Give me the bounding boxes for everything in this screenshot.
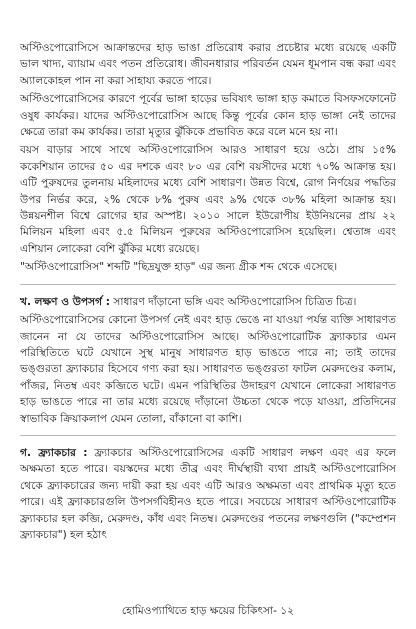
section-divider: [20, 435, 396, 436]
section-symptoms-intro: [20, 294, 396, 310]
section-fracture: [20, 445, 396, 543]
section-fracture-heading: গ. ফ্র্যাকচার :: [20, 446, 88, 459]
section-symptoms-lead: সাধারণ দাঁড়ানো ভঙ্গি এবং অস্টিওপোরোসিস চিত্রিত চিত্র।: [110, 295, 357, 308]
section-symptoms-body: অস্টিওপোরোসিসের কোনো উপসর্গ নেই এবং হাড় ভেঙে না যাওয়া পর্যন্ত ব্যক্তি সাধারণত জানেন না যে তাদের অস্টিওপোরোসিস আছে। অস্টিওপোরোটিক ফ্র্যাকচার এমন পরিস্থিতিতে ঘটে যেখানে সুস্থ মানুষ সাধারণত হাড় ভাঙতে পারে না; তাই তাদের ভঙ্গুরতা ফ্র্যাকচার হিসেবে গণ্য করা হয়। সাধারণত ভঙ্গুরতা ফাটল মেরুদণ্ডের কলাম, পাঁজর, নিতম্ব এবং কব্জিতে ঘটে। এমন পরিস্থিতির উদাহরণ যেখানে লোকেরা সাধারণত হাড় ভাঙতে পারে না তার মধ্যে রয়েছে দাঁড়ানো উচ্চতা থেকে পড়ে যাওয়া, প্রতিদিনের স্বাভাবিক ক্রিয়াকলাপ যেমন তোলা, বাঁকানো বা কাশি।: [20, 314, 396, 425]
paragraph-etymology: "অস্টিওপোরোসিস" শব্দটি "ছিদ্রযুক্ত হাড়" এর জন্য গ্রীক শব্দ থেকে এসেছে।: [20, 261, 338, 274]
section-symptoms-heading: খ. লক্ষণ ও উপসর্গ :: [20, 295, 111, 308]
paragraph-epidemiology: বয়স বাড়ার সাথে সাথে অস্টিওপোরোসিস আরও সাধারণ হয়ে ওঠে। প্রায় ১৫% ককেশিয়ান তাদের ৫০ এর দশকে এবং ৮০ এর বেশি বয়সীদের মধ্যে ৭০% আক্রান্ত হয়। এটি পুরুষদের তুলনায় মহিলাদের মধ্যে বেশি সাধারণ। উন্নত বিশ্বে, রোগ নির্ণয়ের পদ্ধতির উপর নির্ভর করে, ২% থেকে ৮% পুরুষ এবং ৯% থেকে ৩৮% মহিলা আক্রান্ত হয়। উন্নয়নশীল বিশ্বে রোগের হার অস্পষ্ট। ২০১০ সালে ইউরোপীয় ইউনিয়নের প্রায় ২২ মিলিয়ন মহিলা এবং ৫.৫ মিলিয়ন পুরুষের অস্টিওপোরোসিস হয়েছিল। শ্বেতাঙ্গ এবং এশিয়ান লোকেরা বেশি ঝুঁকির মধ্যে রয়েছে।: [20, 144, 396, 255]
paragraph-bisphosphonate: অস্টিওপোরোসিসের কারণে পূর্বের ভাঙ্গা হাড়ের ভবিষ্যৎ ভাঙ্গা হাড় কমাতে বিসফসফোনেট ওষুধ কার্যকর। যাদের অস্টিওপোরোসিস আছে কিন্তু পূর্বের কোন হাড় ভাঙ্গা নেই তাদের ক্ষেত্রে তারা কম কার্যকর। তারা মৃত্যুর ঝুঁকিকে প্রভাবিত করে বলে মনে হয় না।: [20, 93, 396, 139]
section-divider: [20, 284, 396, 285]
paragraph-fracture-prevention: অস্টিওপোরোসিসে আক্রান্তদের হাড় ভাঙা প্রতিরোধ করার প্রচেষ্টার মধ্যে রয়েছে একটি ভাল খাদ্য, ব্যায়াম এবং পতন প্রতিরোধ। জীবনধারার পরিবর্তন যেমন ধূমপান বন্ধ করা এবং অ্যালকোহল পান না করা সাহায্য করতে পারে।: [20, 42, 396, 87]
page-footer: হোমিওপ্যাথিতে হাড় ক্ষয়ের চিকিৎসা- ১২: [121, 605, 295, 617]
section-fracture-lead: ফ্র্যাকচার অস্টিওপোরোসিসের একটি সাধারণ লক্ষণ এবং এর ফলে অক্ষমতা হতে পারে। বয়স্কদের মধ্যে তীব্র এবং দীর্ঘস্থায়ী ব্যথা প্রায়ই অস্টিওপোরোসিস থেকে ফ্র্যাকচারের জন্য দায়ী করা হয় এবং এটি আরও অক্ষমতা এবং প্রাথমিক মৃত্যু হতে পারে। এই ফ্র্যাকচারগুলি উপসর্গবিহীনও হতে পারে। সবচেয়ে সাধারণ অস্টিওপোরোটিক ফ্র্যাকচার হল কব্জি, মেরুদণ্ড, কাঁধ এবং নিতম্ব। মেরুদণ্ডের পতনের লক্ষণগুলি ("কম্প্রেশন ফ্র্যাকচার") হল হঠাৎ: [20, 446, 396, 541]
